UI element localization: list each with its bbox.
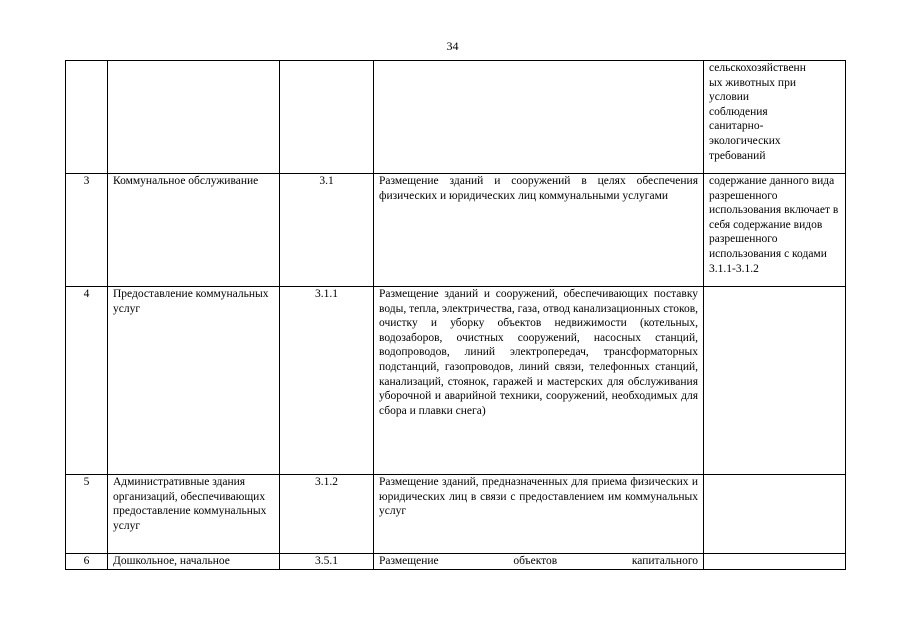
- land-use-code-cell: [280, 61, 374, 174]
- land-use-description-cell: Размещение зданий, предназначенных для приема физических и юридических лиц в связи с предоставлением им коммунальных услуг: [374, 475, 704, 554]
- land-use-description-cell: [374, 61, 704, 174]
- land-use-code-cell: 3.1: [280, 174, 374, 287]
- row-number-cell: 5: [66, 475, 108, 554]
- land-use-code-cell: 3.1.1: [280, 287, 374, 475]
- table-row: [66, 554, 846, 570]
- note-cell: содержание данного вида разрешенного использования включает в себя содержание видов разрешенного использования с кодами 3.1.1-3.1.2: [704, 174, 846, 287]
- table-row: [66, 174, 846, 287]
- note-cell: [704, 475, 846, 554]
- land-use-description-cell: Размещение зданий и сооружений в целях обеспечения физических и юридических лиц коммунальными услугами: [374, 174, 704, 287]
- land-use-name-cell: Дошкольное, начальное: [108, 554, 280, 570]
- page-number: 34: [446, 39, 459, 53]
- land-use-name-cell: Предоставление коммунальных услуг: [108, 287, 280, 475]
- land-use-code-cell: 3.5.1: [280, 554, 374, 570]
- land-use-name-cell: [108, 61, 280, 174]
- land-use-description-cell: Размещение объектов капитального: [374, 554, 704, 570]
- land-use-name-cell: Административные здания организаций, обеспечивающих предоставление коммунальных услуг: [108, 475, 280, 554]
- note-cell: сельскохозяйственн ых животных при условии соблюдения санитарно- экологических требований: [704, 61, 846, 174]
- row-number-cell: 4: [66, 287, 108, 475]
- table-row: [66, 61, 846, 174]
- row-number-cell: 3: [66, 174, 108, 287]
- table-row: [66, 287, 846, 475]
- land-use-description-cell: Размещение зданий и сооружений, обеспечивающих поставку воды, тепла, электричества, газа, отвод канализационных стоков, очистку и уборку объектов недвижимости (котельных, водозаборов, очистных сооружений, насосных станций, водопроводов, линий электропередач, трансформаторных подстанций, газопроводов, линий связи, телефонных станций, канализаций, стоянок, гаражей и мастерских для обслуживания уборочной и аварийной техники, сооружений, необходимых для сбора и плавки снега): [374, 287, 704, 475]
- land-use-name-cell: Коммунальное обслуживание: [108, 174, 280, 287]
- note-cell: [704, 287, 846, 475]
- row-number-cell: 6: [66, 554, 108, 570]
- note-cell: [704, 554, 846, 570]
- land-use-code-cell: 3.1.2: [280, 475, 374, 554]
- table-row: [66, 475, 846, 554]
- row-number-cell: [66, 61, 108, 174]
- land-use-table: [65, 60, 846, 570]
